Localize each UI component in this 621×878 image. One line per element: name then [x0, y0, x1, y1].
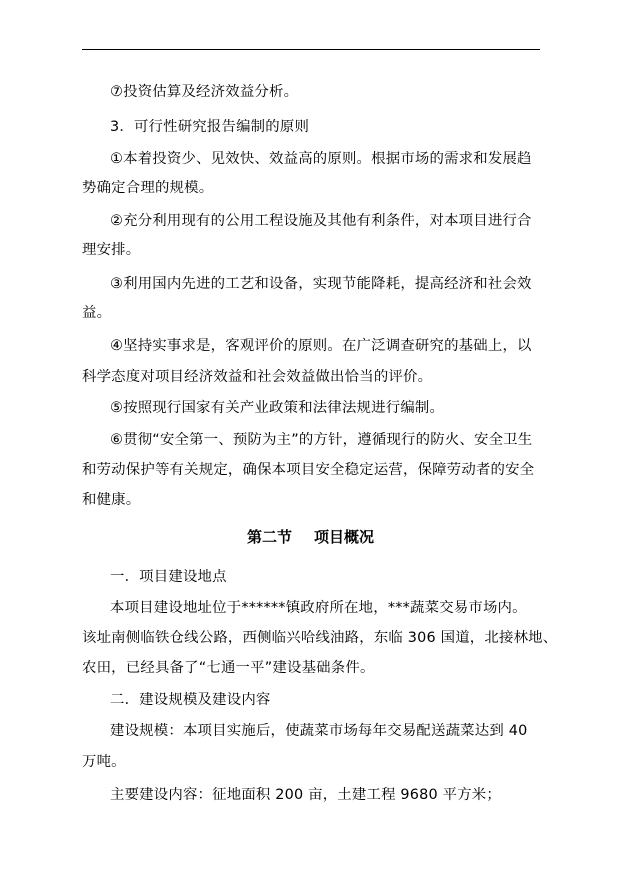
content-line-1: 主要建设内容：征地面积 200 亩，土建工程 9680 平方米；	[110, 787, 501, 803]
principle-4-line-2: 科学态度对项目经济效益和社会效益做出恰当的评价。	[82, 369, 433, 385]
subsection-title-location: 一．项目建设地点	[110, 569, 227, 585]
location-line-1: 本项目建设地址位于******镇政府所在地，***蔬菜交易市场内。	[110, 600, 527, 616]
principle-6-line-2: 和劳动保护等有关规定，确保本项目安全稳定运营，保障劳动者的安全	[82, 462, 535, 478]
subsection-title-principles: 3．可行性研究报告编制的原则	[110, 119, 310, 135]
principle-2-line-2: 理安排。	[82, 242, 141, 258]
scale-line-1: 建设规模：本项目实施后，使蔬菜市场每年交易配送蔬菜达到 40	[110, 723, 528, 739]
principle-3-line-1: ③利用国内先进的工艺和设备，实现节能降耗，提高经济和社会效	[110, 276, 532, 292]
principle-2-line-1: ②充分利用现有的公用工程设施及其他有利条件，对本项目进行合	[110, 213, 532, 229]
scale-line-2: 万吨。	[82, 754, 126, 770]
section-heading	[0, 527, 621, 547]
location-line-2: 该址南侧临铁仓线公路，西侧临兴哈线油路，东临 306 国道，北接林地、	[82, 630, 558, 646]
header-rule	[82, 49, 540, 50]
section-title: 项目概况	[314, 528, 375, 546]
section-number: 第二节	[246, 528, 292, 546]
list-item-analysis: ⑦投资估算及经济效益分析。	[110, 84, 299, 100]
subsection-title-scale: 二．建设规模及建设内容	[110, 692, 271, 708]
principle-3-line-2: 益。	[82, 305, 112, 321]
principle-6-line-3: 和健康。	[82, 492, 141, 508]
principle-4-line-1: ④坚持实事求是，客观评价的原则。在广泛调查研究的基础上，以	[110, 338, 532, 354]
location-line-3: 农田，已经具备了“七通一平”建设基础条件。	[82, 660, 375, 676]
principle-5-line-1: ⑤按照现行国家有关产业政策和法律法规进行编制。	[110, 400, 445, 416]
principle-1-line-1: ①本着投资少、见效快、效益高的原则。根据市场的需求和发展趋	[110, 151, 532, 167]
principle-6-line-1: ⑥贯彻“安全第一、预防为主”的方针，遵循现行的防火、安全卫生	[110, 432, 533, 448]
principle-1-line-2: 势确定合理的规模。	[82, 180, 214, 196]
